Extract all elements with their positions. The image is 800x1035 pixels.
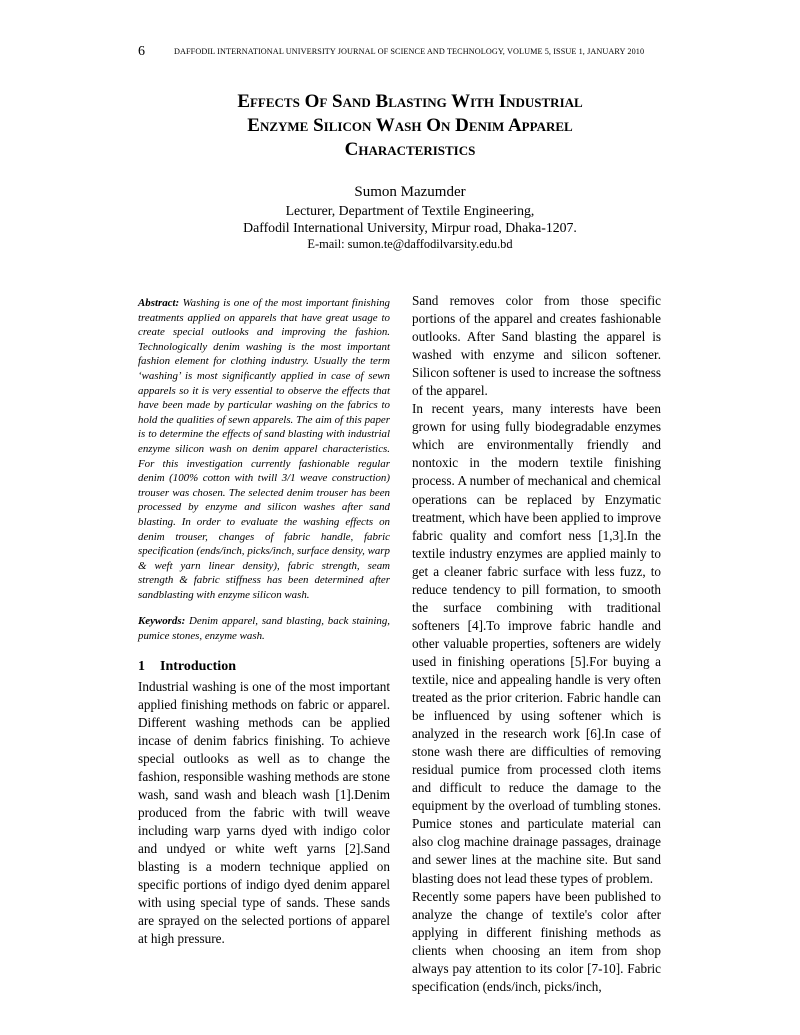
title-line: Enzyme Silicon Wash On Denim Apparel bbox=[247, 115, 573, 136]
body-paragraph: Industrial washing is one of the most important applied finishing methods on fabric or apparel. Different washing methods can be applied incase of denim fabrics finishing. To achieve special outlooks as well as to change the fashion, responsible washing methods are stone wash, sand wash and bleach wash [1].Denim produced from the fabric with twill weave including warp yarns dyed with indigo color and undyed or white weft yarns [2].Sand blasting is a modern technique applied on specific portions of indigo dyed denim apparel with using special type of sands. These sands are sprayed on the selected portions of apparel at high pressure. bbox=[138, 678, 390, 947]
page-number: 6 bbox=[138, 44, 145, 59]
left-column bbox=[138, 296, 390, 948]
keywords-label: Keywords: bbox=[138, 615, 186, 628]
title-line: Characteristics bbox=[344, 139, 476, 160]
author-position: Lecturer, Department of Textile Engineering, bbox=[285, 203, 535, 218]
author-name: Sumon Mazumder bbox=[354, 184, 466, 200]
body-paragraph: Sand removes color from those specific portions of the apparel and creates fashionable outlooks. After Sand blasting the apparel is washed with enzyme and silicon softener. Silicon softener is used to increase the softness of the apparel. bbox=[412, 293, 661, 399]
author-email: E-mail: sumon.te@daffodilvarsity.edu.bd bbox=[307, 237, 513, 251]
paper-title bbox=[100, 90, 720, 162]
running-head: DAFFODIL INTERNATIONAL UNIVERSITY JOURNAL OF SCIENCE AND TECHNOLOGY, VOLUME 5, ISSUE 1, JANUARY 2010 bbox=[174, 47, 645, 56]
abstract-text: Washing is one of the most important finishing treatments applied on apparels that have great usage to create special outlooks and improving the fashion. Technologically denim washing is the most important fashion element for clothing industry. Usually the term ‘washing’ is most significantly applied in case of sewn apparels so it is very essential to observe the effects that have been made by particular washing on the fabrics to hold the qualities of sewn apparels. The aim of this paper is to determine the effects of sand blasting with industrial enzyme silicon wash on denim apparel characteristics. For this investigation currently fashionable regular denim (100% cotton with twill 3/1 weave construction) trouser was chosen. The selected denim trouser has been processed by enzyme and silicon washes after sand blasting. In order to evaluate the washing effects on denim trouser, changes of fabric handle, fabric specification (ends/inch, picks/inch, surface density, warp & weft yarn linear density), fabric strength, seam strength & fabric stiffness has been determined after sandblasting with enzyme silicon wash. bbox=[138, 297, 390, 601]
abstract bbox=[138, 296, 390, 602]
section-title: Introduction bbox=[160, 658, 236, 674]
keywords-text: Denim apparel, sand blasting, back staining, pumice stones, enzyme wash. bbox=[138, 615, 390, 643]
section-heading bbox=[138, 658, 390, 676]
keywords bbox=[138, 614, 390, 643]
title-line: Effects Of Sand Blasting With Industrial bbox=[237, 91, 583, 112]
body-paragraph: Recently some papers have been published to analyze the change of textile's color after applying in different finishing methods as clients when choosing an item from shop always pay attention to its color [7-10]. Fabric specification (ends/inch, picks/inch, bbox=[412, 888, 661, 994]
section-number: 1 bbox=[138, 658, 145, 674]
author-block bbox=[100, 183, 720, 252]
abstract-label: Abstract: bbox=[138, 297, 180, 309]
author-institution: Daffodil International University, Mirpur road, Dhaka-1207. bbox=[243, 220, 577, 235]
right-column bbox=[412, 292, 661, 996]
body-paragraph: In recent years, many interests have been grown for using fully biodegradable enzymes which are environmentally friendly and nontoxic in the modern textile finishing process. A number of mechanical and chemical operations can be replaced by Enzymatic treatment, which have been applied to improve fabric quality and comfort ness [1,3].In the textile industry enzymes are applied mainly to get a cleaner fabric surface with less fuzz, to reduce tendency to pill formation, to smooth the surface combining with traditional softeners [4].To improve fabric handle and other valuable properties, softeners are widely used in finishing operations [5].For buying a textile, nice and appealing handle is very often treated as the prior criterion. Fabric handle can be influenced by using softener which is analyzed in the research work [6].In case of stone wash there are difficulties of removing residual pumice from processed cloth items and difficult to reduce the damage to the equipment by the overload of tumbling stones. Pumice stones and particulate material can also clog machine drainage passages, drainage and sewer lines at the machine site. But sand blasting does not lead these types of problem. bbox=[412, 401, 661, 886]
